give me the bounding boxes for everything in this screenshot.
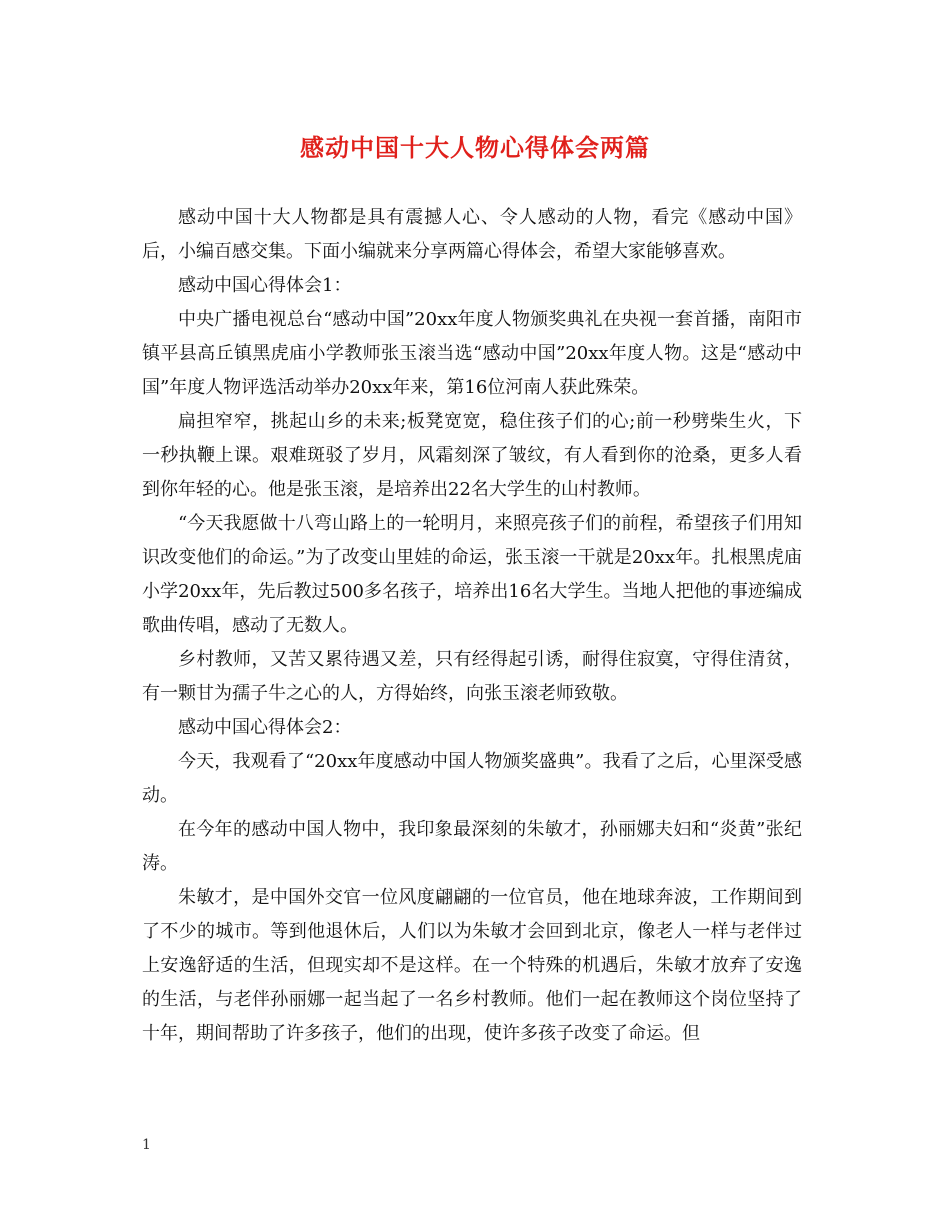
paragraph: “今天我愿做十八弯山路上的一轮明月，来照亮孩子们的前程，希望孩子们用知识改变他们的命运。”为了改变山里娃的命运，张玉滚一干就是20xx年。扎根黑虎庙小学20xx年，先后教过500多名孩子，培养出16名大学生。当地人把他的事迹编成歌曲传唱，感动了无数人。 [142, 513, 802, 636]
paragraph: 在今年的感动中国人物中，我印象最深刻的朱敏才，孙丽娜夫妇和“炎黄”张纪涛。 [142, 819, 802, 874]
paragraph-heading-1: 感动中国心得体会1： [178, 275, 352, 296]
page-number: 1 [142, 1137, 151, 1153]
document-body [142, 201, 802, 1051]
paragraph: 中央广播电视总台“感动中国”20xx年度人物颁奖典礼在央视一套首播，南阳市镇平县高丘镇黑虎庙小学教师张玉滚当选“感动中国”20xx年度人物。这是“感动中国”年度人物评选活动举办20xx年来，第16位河南人获此殊荣。 [142, 309, 802, 398]
paragraph: 扁担窄窄，挑起山乡的未来;板凳宽宽，稳住孩子们的心;前一秒劈柴生火，下一秒执鞭上课。艰难斑驳了岁月，风霜刻深了皱纹，有人看到你的沧桑，更多人看到你年轻的心。他是张玉滚，是培养出22名大学生的山村教师。 [142, 411, 802, 500]
paragraph: 朱敏才，是中国外交官一位风度翩翩的一位官员，他在地球奔波，工作期间到了不少的城市。等到他退休后，人们以为朱敏才会回到北京，像老人一样与老伴过上安逸舒适的生活，但现实却不是这样。在一个特殊的机遇后，朱敏才放弃了安逸的生活，与老伴孙丽娜一起当起了一名乡村教师。他们一起在教师这个岗位坚持了十年，期间帮助了许多孩子，他们的出现，使许多孩子改变了命运。但 [142, 887, 802, 1044]
paragraph: 今天，我观看了“20xx年度感动中国人物颁奖盛典”。我看了之后，心里深受感动。 [142, 751, 802, 806]
paragraph: 乡村教师，又苦又累待遇又差，只有经得起引诱，耐得住寂寞，守得住清贫，有一颗甘为孺子牛之心的人，方得始终，向张玉滚老师致敬。 [142, 649, 802, 704]
paragraph-intro: 感动中国十大人物都是具有震撼人心、令人感动的人物，看完《感动中国》后，小编百感交集。下面小编就来分享两篇心得体会，希望大家能够喜欢。 [142, 207, 802, 262]
paragraph-heading-2: 感动中国心得体会2： [178, 717, 352, 738]
document-title: 感动中国十大人物心得体会两篇 [300, 134, 650, 162]
